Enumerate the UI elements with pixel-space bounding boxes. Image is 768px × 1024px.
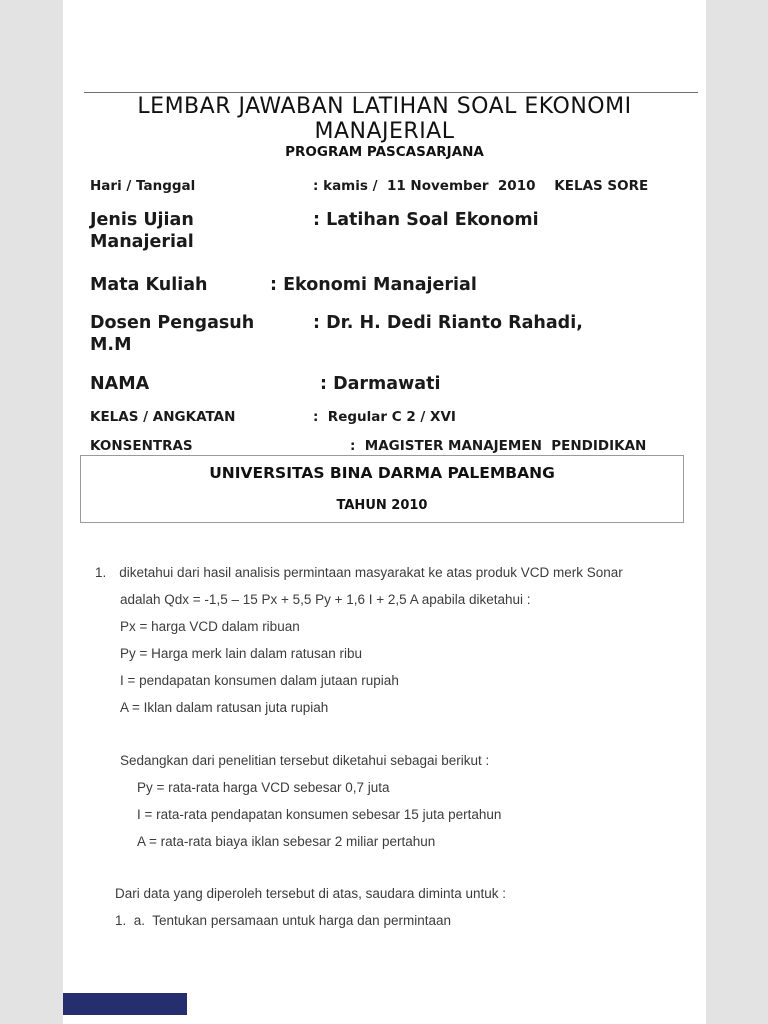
field-row-nama xyxy=(90,373,696,395)
field-row-hari-tanggal xyxy=(90,177,696,195)
field-value: : Dr. H. Dedi Rianto Rahadi, xyxy=(313,313,583,333)
ask-line: Dari data yang diperoleh tersebut di atas, saudara diminta untuk : xyxy=(115,886,506,901)
field-value: : kamis / 11 November 2010 KELAS SORE xyxy=(313,178,649,194)
definition-line: Py = Harga merk lain dalam ratusan ribu xyxy=(120,646,362,661)
field-row-konsentras xyxy=(90,437,696,455)
next-page-top-bar xyxy=(63,993,187,1015)
field-label: Jenis Ujian xyxy=(90,210,194,230)
field-value: : Darmawati xyxy=(320,374,441,394)
document-title xyxy=(63,94,706,144)
research-note: Sedangkan dari penelitian tersebut diketahui sebagai berikut : xyxy=(120,753,490,768)
field-value: : MAGISTER MANAJEMEN PENDIDIKAN xyxy=(350,438,647,454)
field-label: Mata Kuliah xyxy=(90,275,208,295)
document-page xyxy=(63,0,706,1024)
field-row-kelas-angkatan xyxy=(90,408,696,426)
definition-line: A = Iklan dalam ratusan juta rupiah xyxy=(120,700,329,715)
document-subtitle: PROGRAM PASCASARJANA xyxy=(285,144,484,160)
title-line-2: MANAJERIAL xyxy=(314,119,455,144)
field-label: Hari / Tanggal xyxy=(90,178,196,194)
field-label: KONSENTRAS xyxy=(90,438,193,454)
field-row-mata-kuliah xyxy=(90,274,696,296)
definition-line: I = pendapatan konsumen dalam jutaan rupiah xyxy=(120,673,399,688)
field-label: NAMA xyxy=(90,374,150,394)
university-name: UNIVERSITAS BINA DARMA PALEMBANG xyxy=(209,464,555,482)
title-line-1: LEMBAR JAWABAN LATIHAN SOAL EKONOMI xyxy=(137,94,632,119)
field-value-wrap: M.M xyxy=(90,335,132,355)
question-equation: adalah Qdx = -1,5 – 15 Px + 5,5 Py + 1,6 I + 2,5 A apabila diketahui : xyxy=(120,592,531,607)
question-intro-text: diketahui dari hasil analisis permintaan masyarakat ke atas produk VCD merk Sonar xyxy=(119,565,623,580)
definition-line: Px = harga VCD dalam ribuan xyxy=(120,619,300,634)
field-row-dosen-pengasuh xyxy=(90,312,696,334)
question-body xyxy=(63,559,706,934)
field-value: : Regular C 2 / XVI xyxy=(313,409,456,425)
top-divider xyxy=(84,92,698,93)
field-value: : Ekonomi Manajerial xyxy=(270,275,477,295)
field-value: : Latihan Soal Ekonomi xyxy=(313,210,539,230)
question-number: 1. xyxy=(95,565,107,580)
given-line: A = rata-rata biaya iklan sebesar 2 miliar pertahun xyxy=(137,834,436,849)
field-label: KELAS / ANGKATAN xyxy=(90,409,236,425)
field-label: Dosen Pengasuh xyxy=(90,313,255,333)
field-value-wrap: Manajerial xyxy=(90,232,194,252)
header-fields xyxy=(63,177,706,455)
university-box xyxy=(80,455,684,523)
university-year: TAHUN 2010 xyxy=(336,498,428,513)
field-row-jenis-ujian xyxy=(90,209,696,231)
given-line: Py = rata-rata harga VCD sebesar 0,7 juta xyxy=(137,780,390,795)
question-1-intro xyxy=(90,559,692,586)
task-line: 1. a. Tentukan persamaan untuk harga dan permintaan xyxy=(115,913,451,928)
given-line: I = rata-rata pendapatan konsumen sebesar 15 juta pertahun xyxy=(137,807,502,822)
